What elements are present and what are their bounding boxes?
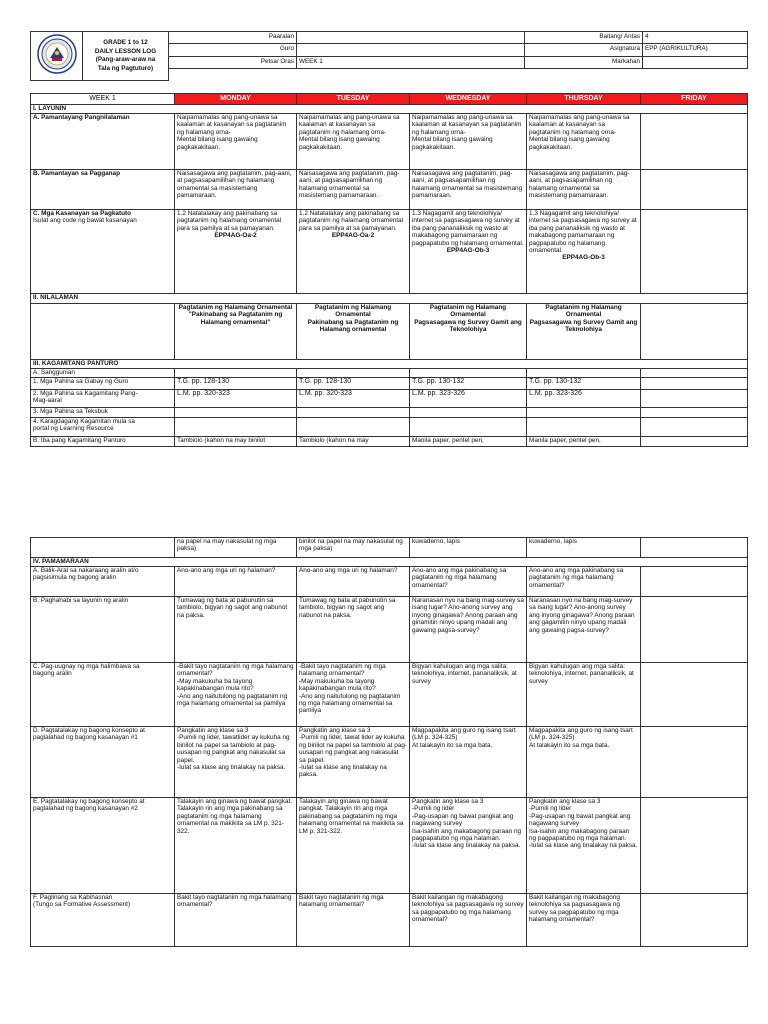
row-label-kasanayan bbox=[31, 210, 175, 294]
cell-content[interactable]: L.M. pp. 320-323 bbox=[297, 390, 410, 408]
cell-content[interactable]: Naipamamalas ang pang-unawa sa kaalaman at kasanayan sa pagtatanim ng halamang orna- Mental bilang isang gawaing pagkakakitaan. bbox=[410, 114, 527, 170]
title-line: Tala ng Pagtuturo) bbox=[97, 64, 154, 72]
competency-text: 1.2 Natatalakay ang pakinabang sa pagtatanim ng halamang ornamental para sa pamilya at sa pamayanan. bbox=[299, 210, 404, 232]
title-line: GRADE 1 to 12 bbox=[103, 39, 148, 46]
competency-code: EPP4AG-Ob-3 bbox=[562, 254, 605, 262]
section-kagamitan: III. KAGAMITANG PANTURO bbox=[31, 360, 748, 369]
cell-content[interactable]: Naisasagawa ang pagtatanim, pag-aani, at pagsasapamilihan ng halamang ornamental sa masistemang pamamaraan. bbox=[527, 170, 641, 210]
cell-empty[interactable] bbox=[641, 408, 748, 418]
cell-content[interactable] bbox=[175, 210, 297, 294]
header-spacer bbox=[297, 69, 525, 81]
school-value[interactable] bbox=[297, 32, 525, 44]
row-label-learning-resource: 4. Karagdagang Kagamitan mula sa portal ng Learning Resource bbox=[31, 418, 175, 437]
cell-content[interactable]: Pangkatin ang klase sa 3 -Pumili ng lider -Pag-usapan ng bawat pangkat ang nagawang survey Isa-isahin ang makabagong paraan ng pagpapatubo ng mga halaman. -Iulat sa klase ang tinalakay na paksa. bbox=[527, 798, 641, 894]
cell-content[interactable]: Bigyan kahulugan ang mga salita: teknolohiya, internet, pananaliksik, at survey bbox=[527, 663, 641, 727]
cell-content[interactable]: kuwaderno, lapis bbox=[527, 538, 641, 558]
date-value[interactable]: WEEK 1 bbox=[297, 56, 525, 68]
row-label-sanggunian: A. Sanggunian bbox=[31, 369, 175, 378]
row-label-pagtatalakay-2: E. Pagtatalakay ng bagong konsepto at paglalahad ng bagong kasanayan #2 bbox=[31, 798, 175, 894]
cell-content[interactable]: Magpapakita ang guro ng isang tsart (LM p. 324-325) At talakayin ito sa mga bata. bbox=[527, 727, 641, 798]
cell-empty[interactable] bbox=[641, 727, 748, 798]
row-label-pangnilalaman: A. Pamantayang Pangnilalaman bbox=[31, 114, 175, 170]
cell-content[interactable]: T.G. pp. 128-130 bbox=[175, 378, 297, 390]
section-layunin: I. LAYUNIN bbox=[31, 105, 748, 114]
date-label: Petsa/ Oras bbox=[169, 56, 297, 68]
cell-empty[interactable] bbox=[641, 210, 748, 294]
title-line: (Pang-araw-araw na bbox=[95, 56, 156, 63]
subject-value[interactable]: EPP (AGRIKULTURA) bbox=[643, 44, 748, 56]
competency-text: 1.3 Nagagamit ang teknolohiya/ internet sa pagsasagawa ng survey at iba pang pananaliksik ng wasto at makabagong pamamaraan ng pagpapatubo ng halamang ornamental. bbox=[529, 210, 637, 255]
cell-content[interactable]: Ano-ano ang mga uri ng halaman? bbox=[297, 567, 410, 597]
cell-content[interactable]: Tambiolo (kahon na may bbox=[297, 437, 410, 447]
cell-content[interactable]: Tambiolo (kahon na may binilot bbox=[175, 437, 297, 447]
cell-empty[interactable] bbox=[641, 378, 748, 390]
grade-value[interactable]: 4 bbox=[643, 32, 748, 44]
cell-empty[interactable] bbox=[410, 369, 527, 378]
cell-content[interactable]: Naipamamalas ang pang-unawa sa kaalaman at kasanayan sa pagtatanim ng halamang orna- Mental bilang isang gawaing pagkakakitaan. bbox=[175, 114, 297, 170]
cell-content[interactable]: Bakit tayo nagtatanim ng mga halamang ornamental? bbox=[297, 894, 410, 947]
section-nilalaman: II. NILALAMAN bbox=[31, 294, 748, 304]
cell-empty[interactable] bbox=[641, 418, 748, 437]
row-label-balik-aral: A. Balik-Aral sa nakaraang aralin at/o pagsisimula ng bagong aralin bbox=[31, 567, 175, 597]
cell-empty[interactable] bbox=[641, 597, 748, 663]
cell-empty[interactable] bbox=[641, 114, 748, 170]
cell-content[interactable] bbox=[410, 210, 527, 294]
cell-empty[interactable] bbox=[641, 390, 748, 408]
deped-seal-icon bbox=[37, 34, 77, 74]
subject-label: Asignatura bbox=[525, 44, 643, 56]
cell-empty[interactable] bbox=[175, 418, 297, 437]
competency-text: 1.2 Natatalakay ang pakinabang sa pagtatanim ng halamang ornamental para sa pamilya at sa pamayanan. bbox=[177, 210, 282, 232]
cell-content[interactable]: L.M. pp. 323-326 bbox=[410, 390, 527, 408]
grade-label: Baitang/ Antas bbox=[525, 32, 643, 44]
row-label-iba-pang-kagamitan: B. Iba pang Kagamitang Panturo bbox=[31, 437, 175, 447]
cell-content[interactable]: Pangkatin ang klase sa 3 -Pumili ng lider, tawatlider ay kukuha ng binilot na papel sa tambiolo at pag-uusapan ng pangkat ang nakasulat sa papel. -Iulat sa klase ang tinalakay na paksa. bbox=[175, 727, 297, 798]
competency-code: EPP4AG-Oa-2 bbox=[331, 232, 375, 240]
cell-content[interactable]: Bakit kailangan ng makabagong teknolohiya sa pagsasagawa ng survey sa pagpapatubo ng mga halamang ornamental? bbox=[410, 894, 527, 947]
cell-content[interactable]: T.G. pp. 130-132 bbox=[410, 378, 527, 390]
row-label-pag-uugnay: C. Pag-uugnay ng mga halimbawa sa bagong aralin bbox=[31, 663, 175, 727]
cell-content[interactable]: Talakayin ang ginawa ng bawat pangkat. Talakayin rin ang mga pakinabang sa pagtatanim ng mga halamang ornamental na makikita sa LM p. 321-322. bbox=[175, 798, 297, 894]
cell-content[interactable] bbox=[527, 210, 641, 294]
cell-content[interactable]: kuwaderno, lapis bbox=[410, 538, 527, 558]
cell-content[interactable]: Naisasagawa ang pagtatanim, pag-aani, at pagsasapamilihan ng halamang ornamental sa masistemang pamamaraan. bbox=[410, 170, 527, 210]
cell-content[interactable]: Tumawag ng bata at pabunutin sa tambiolo, bigyan ng sagot ang nabunot na paksa. bbox=[175, 597, 297, 663]
topic-thursday[interactable]: Pagtatanim ng Halamang Ornamental Pagsasagawa ng Survey Gamit ang Teknolohiya bbox=[527, 304, 641, 360]
cell-empty[interactable] bbox=[527, 418, 641, 437]
cell-empty[interactable] bbox=[641, 894, 748, 947]
topic-tuesday[interactable]: Pagtatanim ng Halamang Ornamental Pakinabang sa Pagtatanim ng Halamang ornamental bbox=[297, 304, 410, 360]
cell-content[interactable]: Ano-ano ang mga uri ng halaman? bbox=[175, 567, 297, 597]
cell-content[interactable]: L.M. pp. 323-326 bbox=[527, 390, 641, 408]
cell-empty bbox=[31, 304, 175, 360]
cell-content[interactable]: Manila paper, pentel pen, bbox=[410, 437, 527, 447]
cell-empty[interactable] bbox=[641, 538, 748, 558]
day-header-thursday: THURSDAY bbox=[527, 94, 641, 105]
cell-content[interactable]: Pangkatin ang klase sa 3 -Pumili ng lider, tawat lider ay kukuha ng binilot na papel sa tambiolo at pag-uusapan ng pangkat ang nakasulat sa papel. -Iulat sa klase ang tinalakay na paksa. bbox=[297, 727, 410, 798]
row-label-paglinang: F. Paglinang sa Kabihasnan (Tungo sa Formative Assessment) bbox=[31, 894, 175, 947]
cell-content[interactable]: Naranasan nyo na bang mag-survey sa isang lugar? Ano-anong survey ang inyong ginagawa? Anong paraan ang ginamitin ninyo upang madali ang gawaing pagsa-survey? bbox=[410, 597, 527, 663]
day-header-wednesday: WEDNESDAY bbox=[410, 94, 527, 105]
row-label-gabay-guro: 1. Mga Pahina sa Gabay ng Guro bbox=[31, 378, 175, 390]
row-label-kagamitang-mag-aaral: 2. Mga Pahina sa Kagamitang Pang- Mag-aaral bbox=[31, 390, 175, 408]
cell-content[interactable]: binilot na papel na may nakasulat ng mga paksa) bbox=[297, 538, 410, 558]
kasanayan-subtitle: Isulat ang code ng bawat kasanayan bbox=[33, 217, 137, 225]
day-header-monday: MONDAY bbox=[175, 94, 297, 105]
cell-content[interactable]: Bakit tayo nagtatanim ng mga halamang ornamental? bbox=[175, 894, 297, 947]
cell-content[interactable]: Naipamamalas ang pang-unawa sa kaalaman at kasanayan sa pagtatanim ng halamang orna- Mental bilang isang gawaing pagkakakitaan. bbox=[527, 114, 641, 170]
topic-wednesday[interactable]: Pagtatanim ng Halamang Ornamental Pagsasagawa ng Survey Gamit ang Teknolohiya bbox=[410, 304, 527, 360]
cell-content[interactable]: Tumawag ng bata at pabunutin sa tambiolo, bigyan ng sagot ang nabunot na paksa. bbox=[297, 597, 410, 663]
row-label-paghahabi: B. Paghahabi sa layunin ng aralin bbox=[31, 597, 175, 663]
cell-content[interactable]: na papel na may nakasulat ng mga paksa) bbox=[175, 538, 297, 558]
cell-empty[interactable] bbox=[641, 437, 748, 447]
cell-content[interactable]: Pangkatin ang klase sa 3 -Pumili ng lider -Pag-usapan ng bawat pangkat ang nagawang survey Isa-isahin ang makabagong paraan ng pagpapatubo ng mga halaman. -Iulat sa klase ang tinalakay na paksa. bbox=[410, 798, 527, 894]
cell-content[interactable]: T.G. pp. 128-130 bbox=[297, 378, 410, 390]
cell-content[interactable]: T.G. pp. 130-132 bbox=[527, 378, 641, 390]
quarter-label: Markahan bbox=[525, 56, 643, 68]
header-spacer bbox=[525, 69, 643, 81]
quarter-value[interactable] bbox=[643, 56, 748, 68]
week-header: WEEK 1 bbox=[31, 94, 175, 105]
topic-monday[interactable]: Pagtatanim ng Halamang Ornamental "Pakinabang sa Pagtatanim ng Halamang ornamental" bbox=[175, 304, 297, 360]
teacher-label: Guro bbox=[169, 44, 297, 56]
cell-empty[interactable] bbox=[410, 408, 527, 418]
cell-content[interactable]: L.M. pp. 320-323 bbox=[175, 390, 297, 408]
title-line: DAILY LESSON LOG bbox=[94, 47, 157, 55]
cell-empty[interactable] bbox=[527, 369, 641, 378]
cell-empty[interactable] bbox=[641, 798, 748, 894]
cell-content[interactable]: -Bakit tayo nagtatanim ng mga halamang ornamental? -May makukuha ba tayong kapakinabangan mula rito? -Ano ang naitutulong ng pagtatanim ng mga halamang ornamental sa pamilya bbox=[297, 663, 410, 727]
cell-empty[interactable] bbox=[641, 304, 748, 360]
row-label-teksbuk: 3. Mga Pahina sa Teksbuk bbox=[31, 408, 175, 418]
cell-content[interactable]: -Bakit tayo nagtatanim ng mga halamang ornamental? -May makukuha ba tayong kapakinabangan mula rito? -Ano ang naitutulong ng pagtatanim ng mga halamang ornamental sa pamilya bbox=[175, 663, 297, 727]
dll-header-table bbox=[30, 31, 748, 81]
cell-content[interactable] bbox=[297, 210, 410, 294]
dll-title bbox=[83, 32, 169, 81]
cell-empty[interactable] bbox=[175, 369, 297, 378]
procedure-table bbox=[30, 537, 748, 947]
cell-empty[interactable] bbox=[175, 408, 297, 418]
header-spacer bbox=[169, 69, 297, 81]
cell-empty[interactable] bbox=[641, 663, 748, 727]
cell-content[interactable]: Naipamamalas ang pang-unawa sa kaalaman at kasanayan sa pagtatanim ng halamang orna- Mental bilang isang gawaing pagkakakitaan. bbox=[297, 114, 410, 170]
cell-empty[interactable] bbox=[297, 408, 410, 418]
day-header-tuesday: TUESDAY bbox=[297, 94, 410, 105]
cell-empty bbox=[31, 538, 175, 558]
weekly-plan-table bbox=[30, 93, 748, 447]
cell-empty[interactable] bbox=[527, 408, 641, 418]
cell-empty[interactable] bbox=[297, 369, 410, 378]
cell-content[interactable]: Bigyan kahulugan ang mga salita: teknolohiya, internet, pananaliksik, at survey bbox=[410, 663, 527, 727]
day-header-friday: FRIDAY bbox=[641, 94, 748, 105]
cell-content[interactable]: Manila paper, pentel pen, bbox=[527, 437, 641, 447]
cell-empty[interactable] bbox=[641, 567, 748, 597]
cell-content[interactable]: Ano-ano ang mga pakinabang sa pagtatanim ng mga halamang ornamental? bbox=[410, 567, 527, 597]
teacher-value[interactable] bbox=[297, 44, 525, 56]
cell-empty[interactable] bbox=[297, 418, 410, 437]
cell-content[interactable]: Talakayin ang ginawa ng bawat pangkat. Talakayin rin ang mga pakinabang sa pagtatanim ng mga halamang ornamental na makikita sa LM p. 321-322. bbox=[297, 798, 410, 894]
competency-text: 1.3 Nagagamit ang teknolohiya/ internet sa pagsasagawa ng survey at iba pang pananaliksik ng wasto at makabagong pamamaraan ng pagpapatubo ng halamang ornamental. bbox=[412, 210, 524, 247]
section-pamamaraan: IV. PAMAMARAAN bbox=[31, 558, 748, 567]
cell-empty[interactable] bbox=[641, 369, 748, 378]
cell-content[interactable]: Ano-ano ang mga pakinabang sa pagtatanim ng mga halamang ornamental? bbox=[527, 567, 641, 597]
row-label-pagganap: B. Pamantayan sa Pagganap bbox=[31, 170, 175, 210]
school-label: Paaralan bbox=[169, 32, 297, 44]
cell-empty[interactable] bbox=[410, 418, 527, 437]
row-label-pagtatalakay-1: D. Pagtatalakay ng bagong konsepto at paglalahad ng bagong kasanayan #1 bbox=[31, 727, 175, 798]
cell-content[interactable]: Naisasagawa ang pagtatanim, pag-aani, at pagsasapamilihan ng halamang ornamental sa masistemang pamamaraan. bbox=[175, 170, 297, 210]
cell-content[interactable]: Magpapakita ang guro ng isang tsart (LM p. 324-325) At talakayin ito sa mga bata. bbox=[410, 727, 527, 798]
logo-cell bbox=[31, 32, 83, 81]
cell-content[interactable]: Naranasan nyo na bang mag-survey sa isang lugar? Ano-anong survey ang inyong ginagawa? Anong paraan ang gagamitin ninyo upang madali ang gawaing pagsa-survey? bbox=[527, 597, 641, 663]
cell-empty[interactable] bbox=[641, 170, 748, 210]
header-spacer bbox=[643, 69, 748, 81]
kasanayan-title: C. Mga Kasanayan sa Pagkatuto bbox=[33, 210, 132, 217]
competency-code: EPP4AG-Ob-3 bbox=[446, 247, 490, 255]
competency-code: EPP4AG-Oa-2 bbox=[214, 232, 257, 240]
cell-content[interactable]: Naisasagawa ang pagtatanim, pag-aani, at pagsasapamilihan ng halamang ornamental sa masistemang pamamaraan. bbox=[297, 170, 410, 210]
cell-content[interactable]: Bakit kailangan ng makabagong teknolohiya sa pagsasagawa ng survey sa pagpapatubo ng mga halamang ornamental? bbox=[527, 894, 641, 947]
